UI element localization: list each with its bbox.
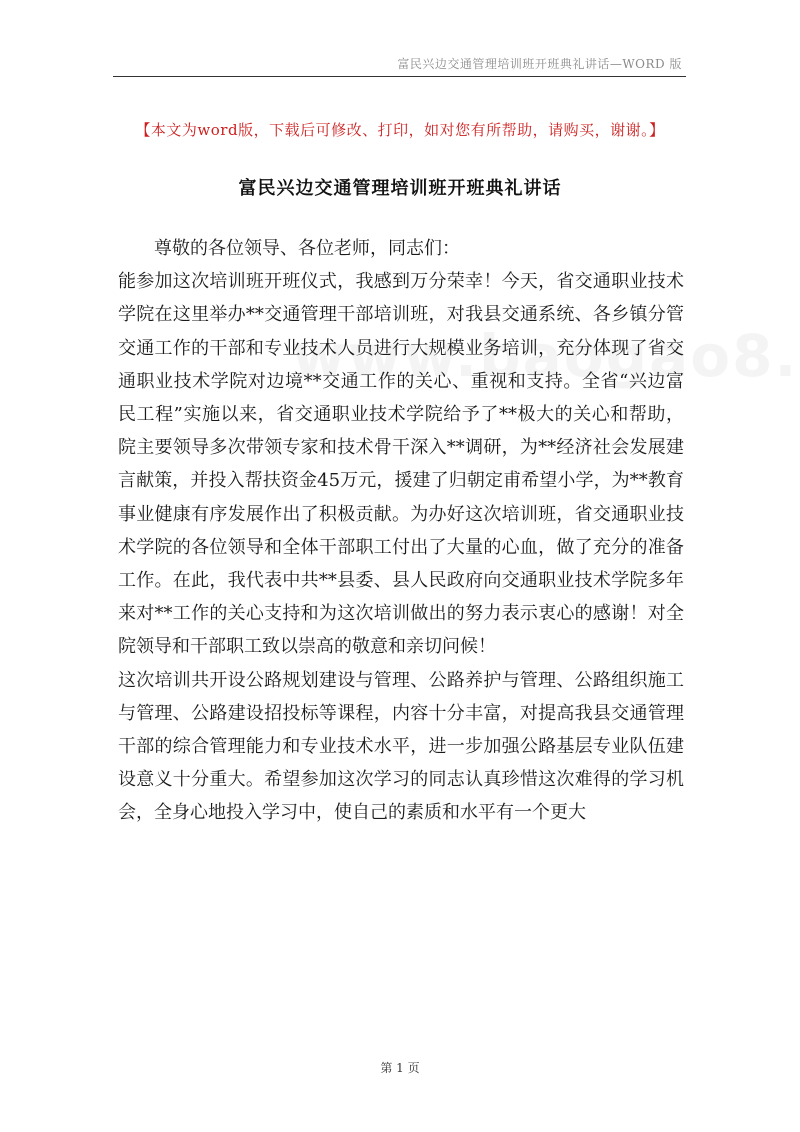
body-paragraph-1: 能参加这次培训班开班仪式，我感到万分荣幸！今天，省交通职业技术学院在这里举办**交通管理干部培训班，对我县交通系统、各乡镇分管交通工作的干部和专业技术人员进行大规模业务培训，充分体现了省交通职业技术学院对边境**交通工作的关心、重视和支持。全省“兴边富民工程”实施以来，省交通职业技术学院给予了**极大的关心和帮助，院主要领导多次带领专家和技术骨干深入**调研，为**经济社会发展建言献策，并投入帮扶资金45万元，援建了归朝定甫希望小学，为**教育事业健康有序发展作出了积极贡献。为办好这次培训班，省交通职业技术学院的各位领导和全体干部职工付出了大量的心血，做了充分的准备工作。在此，我代表中共**县委、县人民政府向交通职业技术学院多年来对**工作的关心支持和为这次培训做出的努力表示衷心的感谢！对全院领导和干部职工致以崇高的敬意和亲切问候！ bbox=[118, 271, 684, 658]
document-body bbox=[118, 232, 684, 830]
download-notice: 【本文为word版，下载后可修改、打印，如对您有所帮助，请购买，谢谢。】 bbox=[135, 121, 665, 139]
page-number: 第 1 页 bbox=[380, 1061, 420, 1075]
greeting-paragraph: 尊敬的各位领导、各位老师，同志们： bbox=[154, 238, 460, 259]
body-paragraph-2: 这次培训共开设公路规划建设与管理、公路养护与管理、公路组织施工与管理、公路建设招投标等课程，内容十分丰富，对提高我县交通管理干部的综合管理能力和专业技术水平，进一步加强公路基层专业队伍建设意义十分重大。希望参加这次学习的同志认真珍惜这次难得的学习机会，全身心地投入学习中，使自己的素质和水平有一个更大 bbox=[118, 669, 684, 824]
document-title: 富民兴边交通管理培训班开班典礼讲话 bbox=[238, 178, 562, 199]
running-header: 富民兴边交通管理培训班开班典礼讲话—WORD 版 bbox=[397, 57, 682, 71]
header-divider bbox=[113, 76, 686, 77]
